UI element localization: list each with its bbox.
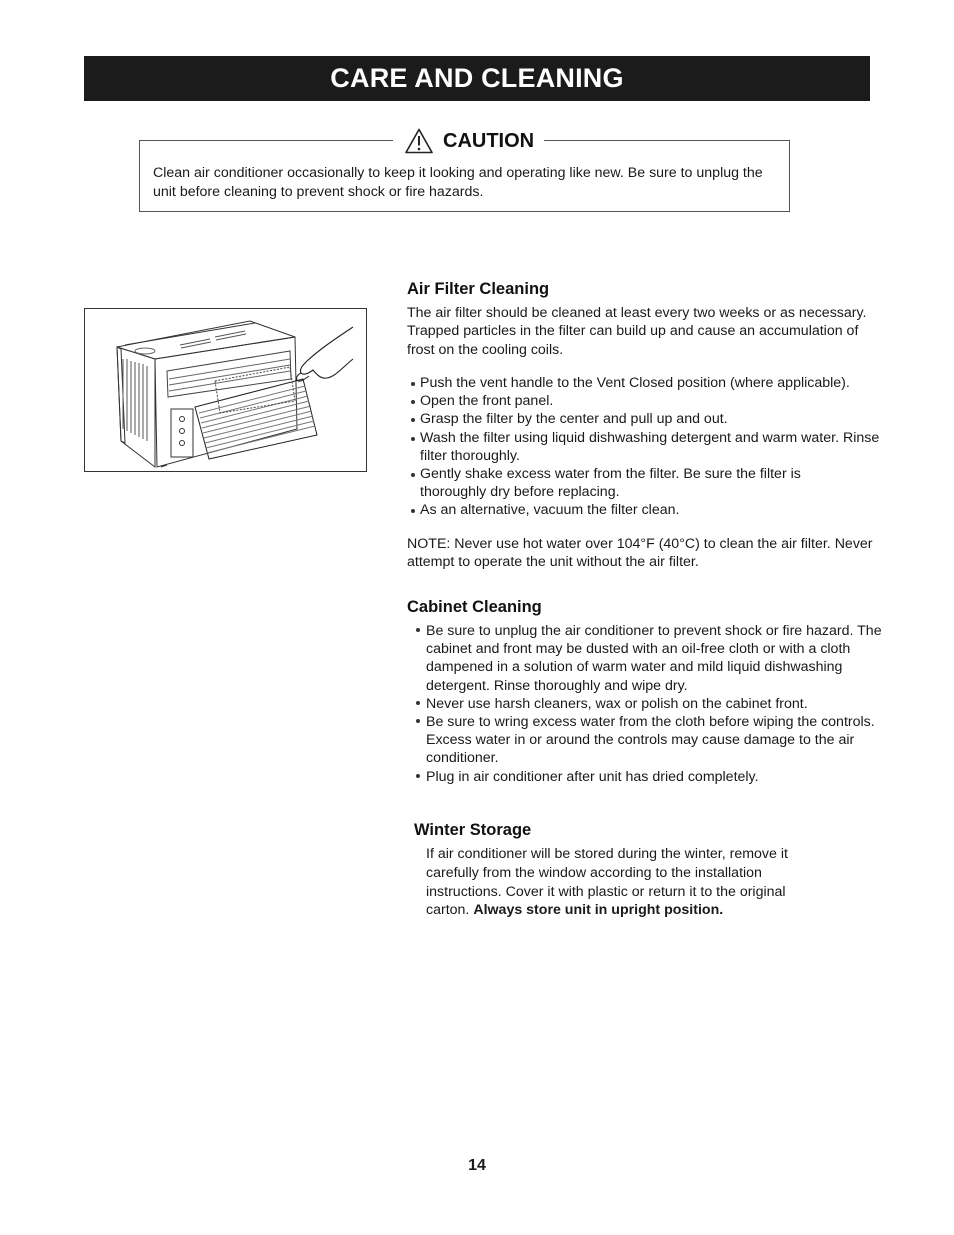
cabinet-heading: Cabinet Cleaning bbox=[407, 598, 542, 616]
winter-heading: Winter Storage bbox=[414, 821, 532, 839]
page-number: 14 bbox=[468, 1157, 486, 1174]
cabinet-items bbox=[407, 622, 887, 786]
list-item: Be sure to unplug the air conditioner to prevent shock or fire hazard. The cabinet and front may be dusted with an oil-free cloth or with a cloth dampened in a solution of warm water and mild liquid dishwashing detergent. Rinse thoroughly and wipe dry. bbox=[407, 622, 887, 695]
title-bar bbox=[84, 56, 870, 101]
list-item: Push the vent handle to the Vent Closed position (where applicable). bbox=[407, 374, 902, 392]
air-filter-intro: The air filter should be cleaned at least every two weeks or as necessary. Trapped particles in the filter can build up and cause an accumulation of frost on the cooling coils. bbox=[407, 305, 867, 358]
page-title: CARE AND CLEANING bbox=[330, 63, 624, 93]
air-conditioner-filter-removal-illustration bbox=[85, 309, 366, 471]
air-filter-steps bbox=[407, 374, 902, 520]
warning-triangle-icon bbox=[405, 128, 433, 154]
winter-storage-section bbox=[414, 820, 834, 920]
caution-label: CAUTION bbox=[443, 129, 535, 152]
air-conditioner-figure bbox=[84, 308, 367, 472]
caution-text: Clean air conditioner occasionally to keep it looking and operating like new. Be sure to unplug the unit before cleaning to prevent shock or fire hazards. bbox=[153, 165, 763, 200]
air-filter-heading: Air Filter Cleaning bbox=[407, 280, 550, 298]
caution-header bbox=[393, 126, 544, 156]
list-item: Be sure to wring excess water from the cloth before wiping the controls. Excess water in or around the controls may cause damage to the air conditioner. bbox=[407, 713, 876, 768]
air-filter-section bbox=[407, 279, 902, 571]
list-item: Never use harsh cleaners, wax or polish on the cabinet front. bbox=[407, 695, 887, 713]
caution-box bbox=[139, 129, 790, 212]
list-item: Grasp the filter by the center and pull up and out. bbox=[407, 410, 902, 428]
cabinet-section bbox=[407, 597, 892, 786]
winter-text-body: If air conditioner will be stored during the winter, remove it carefully from the window according to the installation instructions. Cover it with plastic or return it to the original carton. bbox=[426, 846, 788, 919]
list-item: As an alternative, vacuum the filter clean. bbox=[407, 501, 902, 519]
list-item: Plug in air conditioner after unit has dried completely. bbox=[407, 768, 887, 786]
winter-text-bold: Always store unit in upright position. bbox=[473, 902, 724, 919]
list-item: Wash the filter using liquid dishwashing detergent and warm water. Rinse filter thoroughly. bbox=[407, 429, 890, 465]
list-item: Open the front panel. bbox=[407, 392, 902, 410]
list-item: Gently shake excess water from the filter. Be sure the filter is thoroughly dry before replacing. bbox=[407, 465, 860, 501]
air-filter-note: NOTE: Never use hot water over 104°F (40°C) to clean the air filter. Never attempt to operate the unit without the air filter. bbox=[407, 535, 873, 570]
winter-text bbox=[426, 845, 831, 920]
